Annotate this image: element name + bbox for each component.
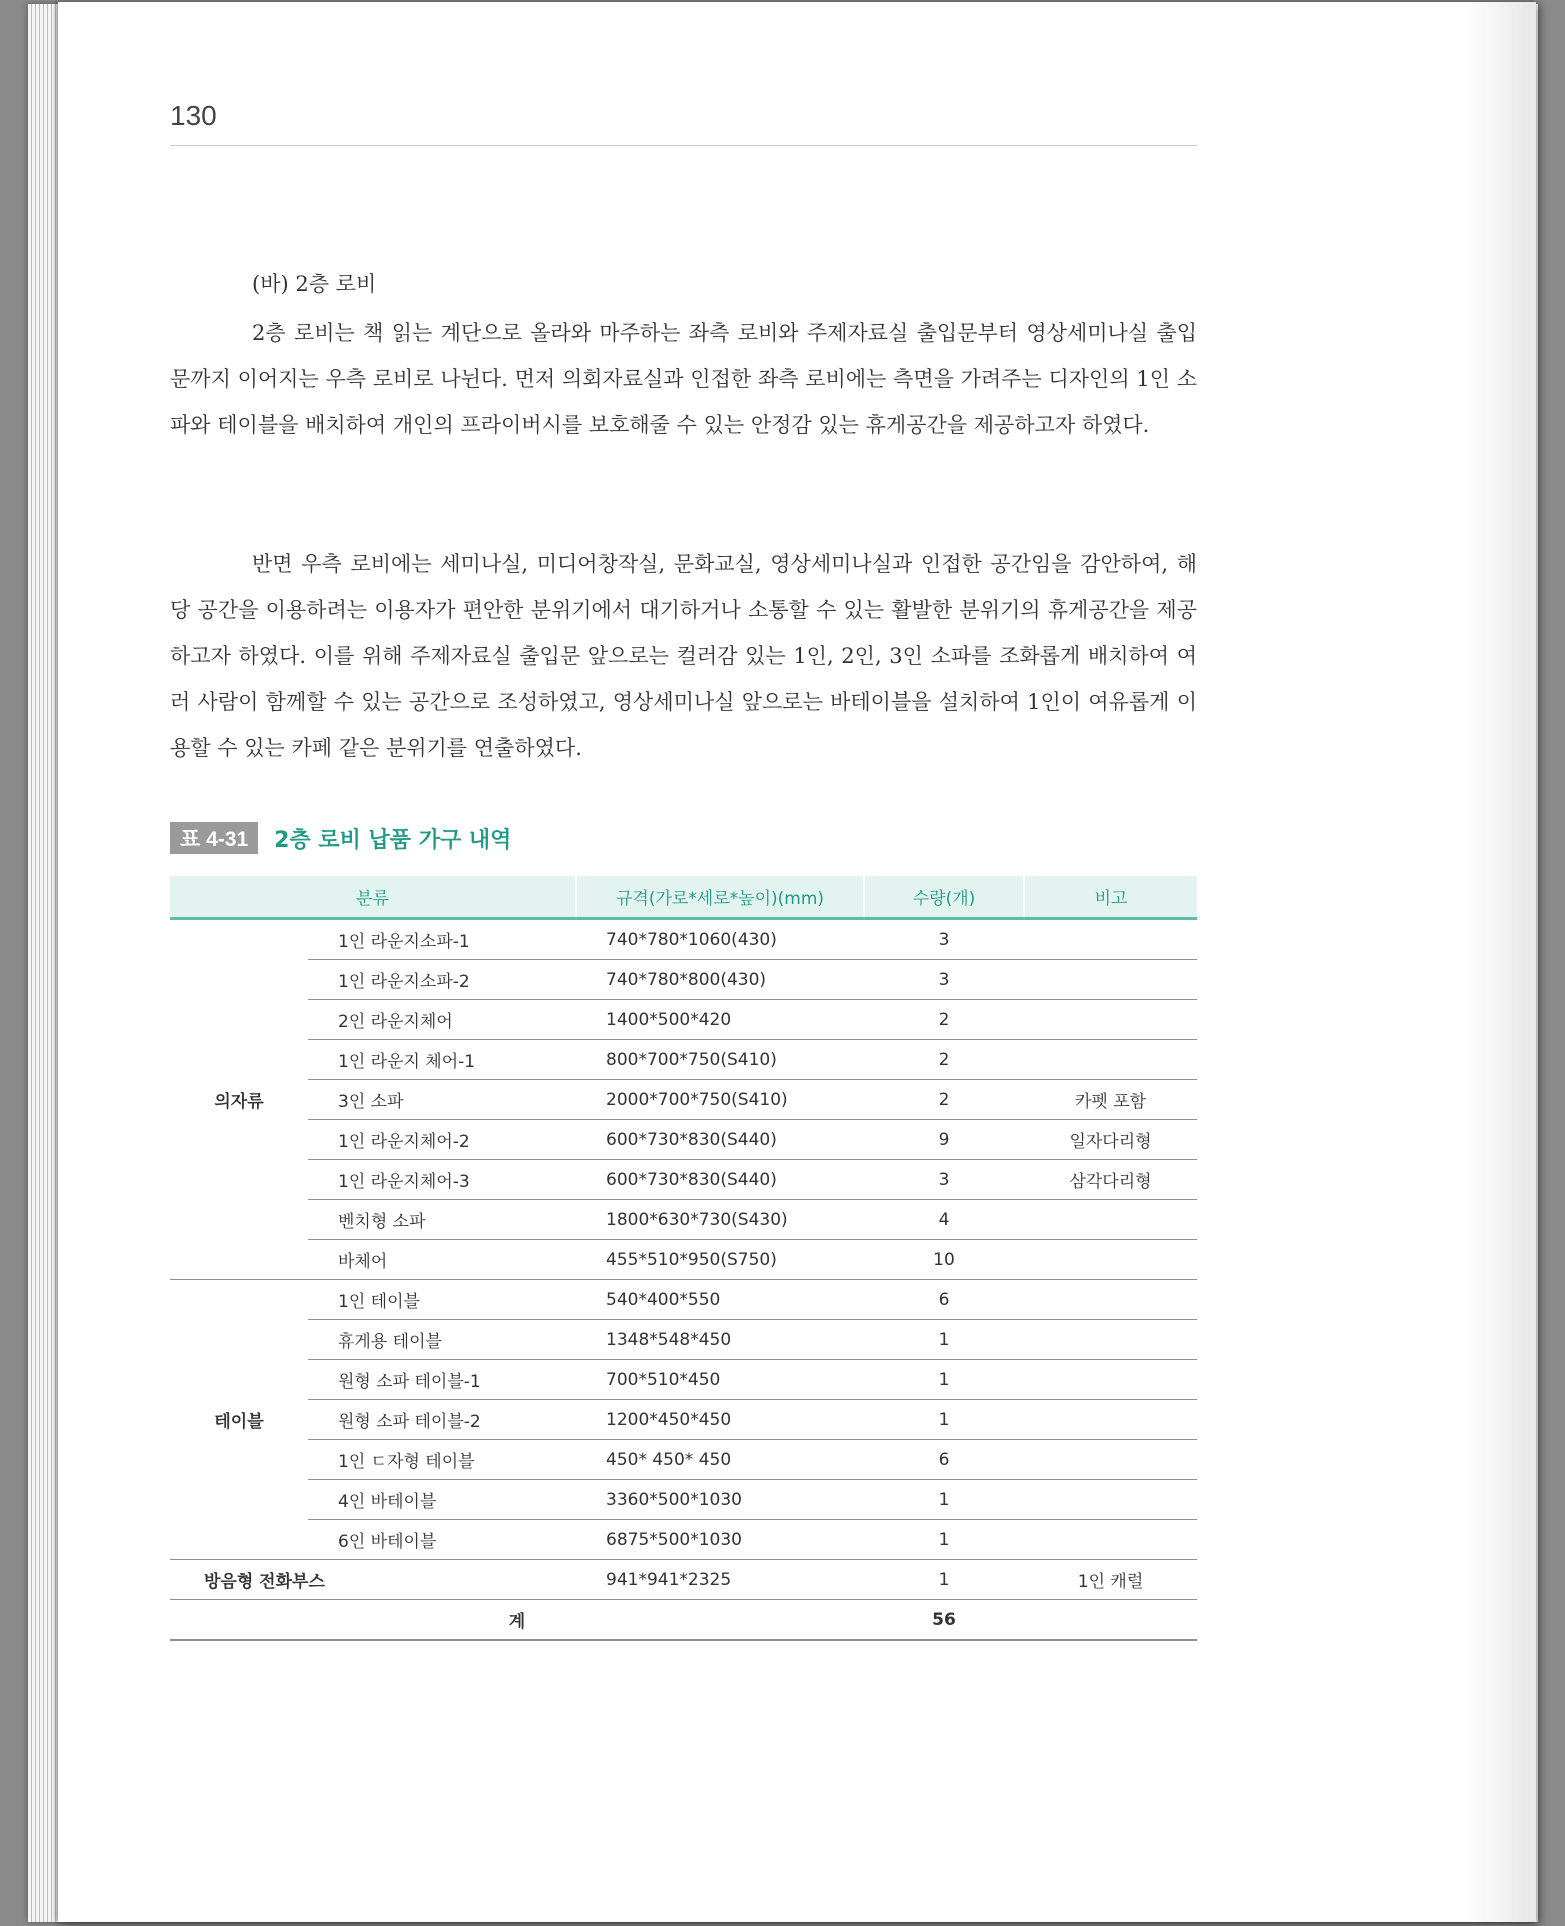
total-label: 계 (170, 1600, 864, 1641)
table-row (170, 1440, 1197, 1480)
table-row (170, 919, 1197, 960)
table-row (170, 1200, 1197, 1240)
note-cell (1024, 1480, 1197, 1520)
qty-cell: 10 (864, 1240, 1024, 1280)
item-cell: 1인 ㄷ자형 테이블 (308, 1440, 576, 1480)
qty-cell: 9 (864, 1120, 1024, 1160)
spec-cell: 1800*630*730(S430) (576, 1200, 864, 1240)
phone-booth-label: 방음형 전화부스 (170, 1560, 576, 1600)
qty-cell: 2 (864, 1080, 1024, 1120)
table-row (170, 1360, 1197, 1400)
header-category: 분류 (170, 876, 576, 919)
spec-cell: 2000*700*750(S410) (576, 1080, 864, 1120)
qty-cell: 2 (864, 1000, 1024, 1040)
paragraph-text: 반면 우측 로비에는 세미나실, 미디어창작실, 문화교실, 영상세미나실과 인접한 공간임을 감안하여, 해당 공간을 이용하려는 이용자가 편안한 분위기에서 대기하거나 소통할 수 있는 활발한 분위기의 휴게공간을 제공하고자 하였다. 이를 위해 주제자료실 출입문 앞으로는 컬러감 있는 1인, 2인, 3인 소파를 조화롭게 배치하여 여러 사람이 함께할 수 있는 공간으로 조성하였고, 영상세미나실 앞으로는 바테이블을 설치하여 1인이 여유롭게 이용할 수 있는 카페 같은 분위기를 연출하였다. (170, 552, 1197, 760)
table-row (170, 1280, 1197, 1320)
note-cell (1024, 1320, 1197, 1360)
total-qty: 56 (864, 1600, 1024, 1641)
spec-cell: 800*700*750(S410) (576, 1040, 864, 1080)
item-cell: 1인 라운지소파-2 (308, 960, 576, 1000)
qty-cell: 1 (864, 1320, 1024, 1360)
table-caption (170, 823, 511, 853)
qty-cell: 3 (864, 1160, 1024, 1200)
qty-cell: 3 (864, 919, 1024, 960)
item-cell: 원형 소파 테이블-1 (308, 1360, 576, 1400)
qty-cell: 1 (864, 1480, 1024, 1520)
table-row (170, 1320, 1197, 1360)
spec-cell: 740*780*1060(430) (576, 919, 864, 960)
table-header-row (170, 876, 1197, 919)
furniture-table (170, 876, 1197, 1641)
table-row (170, 1080, 1197, 1120)
spec-cell: 1400*500*420 (576, 1000, 864, 1040)
qty-cell: 6 (864, 1440, 1024, 1480)
body-paragraph-2 (170, 541, 1197, 771)
item-cell: 1인 라운지소파-1 (308, 919, 576, 960)
qty-cell: 1 (864, 1360, 1024, 1400)
note-cell (1024, 1520, 1197, 1560)
spec-cell: 740*780*800(430) (576, 960, 864, 1000)
header-qty: 수량(개) (864, 876, 1024, 919)
spec-cell: 540*400*550 (576, 1280, 864, 1320)
table-row (170, 1120, 1197, 1160)
group-label-tables: 테이블 (170, 1280, 308, 1560)
qty-cell: 3 (864, 960, 1024, 1000)
note-cell (1024, 1240, 1197, 1280)
header-rule (170, 145, 1197, 146)
item-cell: 원형 소파 테이블-2 (308, 1400, 576, 1440)
qty-cell: 6 (864, 1280, 1024, 1320)
item-cell: 1인 라운지체어-3 (308, 1160, 576, 1200)
note-cell (1024, 1040, 1197, 1080)
spec-cell: 941*941*2325 (576, 1560, 864, 1600)
table-row (170, 1000, 1197, 1040)
body-paragraph-1 (170, 310, 1197, 448)
table-row (170, 960, 1197, 1000)
spec-cell: 450* 450* 450 (576, 1440, 864, 1480)
qty-cell: 1 (864, 1560, 1024, 1600)
note-cell (1024, 1000, 1197, 1040)
section-subhead: (바) 2층 로비 (252, 272, 377, 296)
spec-cell: 6875*500*1030 (576, 1520, 864, 1560)
note-cell (1024, 1280, 1197, 1320)
table-total-row (170, 1600, 1197, 1641)
note-cell (1024, 1360, 1197, 1400)
item-cell: 6인 바테이블 (308, 1520, 576, 1560)
item-cell: 휴게용 테이블 (308, 1320, 576, 1360)
group-label-chairs: 의자류 (170, 919, 308, 1280)
note-cell (1024, 1400, 1197, 1440)
qty-cell: 1 (864, 1520, 1024, 1560)
item-cell: 1인 라운지 체어-1 (308, 1040, 576, 1080)
table-row (170, 1240, 1197, 1280)
note-cell (1024, 1200, 1197, 1240)
item-cell: 벤치형 소파 (308, 1200, 576, 1240)
page-number: 130 (170, 100, 217, 131)
paragraph-text: 2층 로비는 책 읽는 계단으로 올라와 마주하는 좌측 로비와 주제자료실 출입문부터 영상세미나실 출입문까지 이어지는 우측 로비로 나뉜다. 먼저 의회자료실과 인접한 좌측 로비에는 측면을 가려주는 디자인의 1인 소파와 테이블을 배치하여 개인의 프라이버시를 보호해줄 수 있는 안정감 있는 휴게공간을 제공하고자 하였다. (170, 321, 1197, 437)
table-title: 2층 로비 납품 가구 내역 (274, 827, 512, 853)
table-row (170, 1040, 1197, 1080)
table-row (170, 1560, 1197, 1600)
note-cell: 삼각다리형 (1024, 1160, 1197, 1200)
note-cell (1024, 960, 1197, 1000)
item-cell: 바체어 (308, 1240, 576, 1280)
item-cell: 2인 라운지체어 (308, 1000, 576, 1040)
note-cell: 1인 캐럴 (1024, 1560, 1197, 1600)
qty-cell: 2 (864, 1040, 1024, 1080)
qty-cell: 4 (864, 1200, 1024, 1240)
total-note-empty (1024, 1600, 1197, 1641)
item-cell: 1인 테이블 (308, 1280, 576, 1320)
note-cell: 카펫 포함 (1024, 1080, 1197, 1120)
note-cell: 일자다리형 (1024, 1120, 1197, 1160)
spec-cell: 600*730*830(S440) (576, 1120, 864, 1160)
note-cell (1024, 1440, 1197, 1480)
spec-cell: 700*510*450 (576, 1360, 864, 1400)
header-note: 비고 (1024, 876, 1197, 919)
page-gutter-shade (1466, 2, 1536, 1922)
spec-cell: 3360*500*1030 (576, 1480, 864, 1520)
item-cell: 3인 소파 (308, 1080, 576, 1120)
qty-cell: 1 (864, 1400, 1024, 1440)
table-row (170, 1520, 1197, 1560)
item-cell: 4인 바테이블 (308, 1480, 576, 1520)
spec-cell: 600*730*830(S440) (576, 1160, 864, 1200)
table-row (170, 1400, 1197, 1440)
table-row (170, 1480, 1197, 1520)
note-cell (1024, 919, 1197, 960)
spec-cell: 1200*450*450 (576, 1400, 864, 1440)
item-cell: 1인 라운지체어-2 (308, 1120, 576, 1160)
spec-cell: 455*510*950(S750) (576, 1240, 864, 1280)
table-number-badge: 표 4-31 (170, 822, 258, 854)
header-spec: 규격(가로*세로*높이)(mm) (576, 876, 864, 919)
table-row (170, 1160, 1197, 1200)
spec-cell: 1348*548*450 (576, 1320, 864, 1360)
